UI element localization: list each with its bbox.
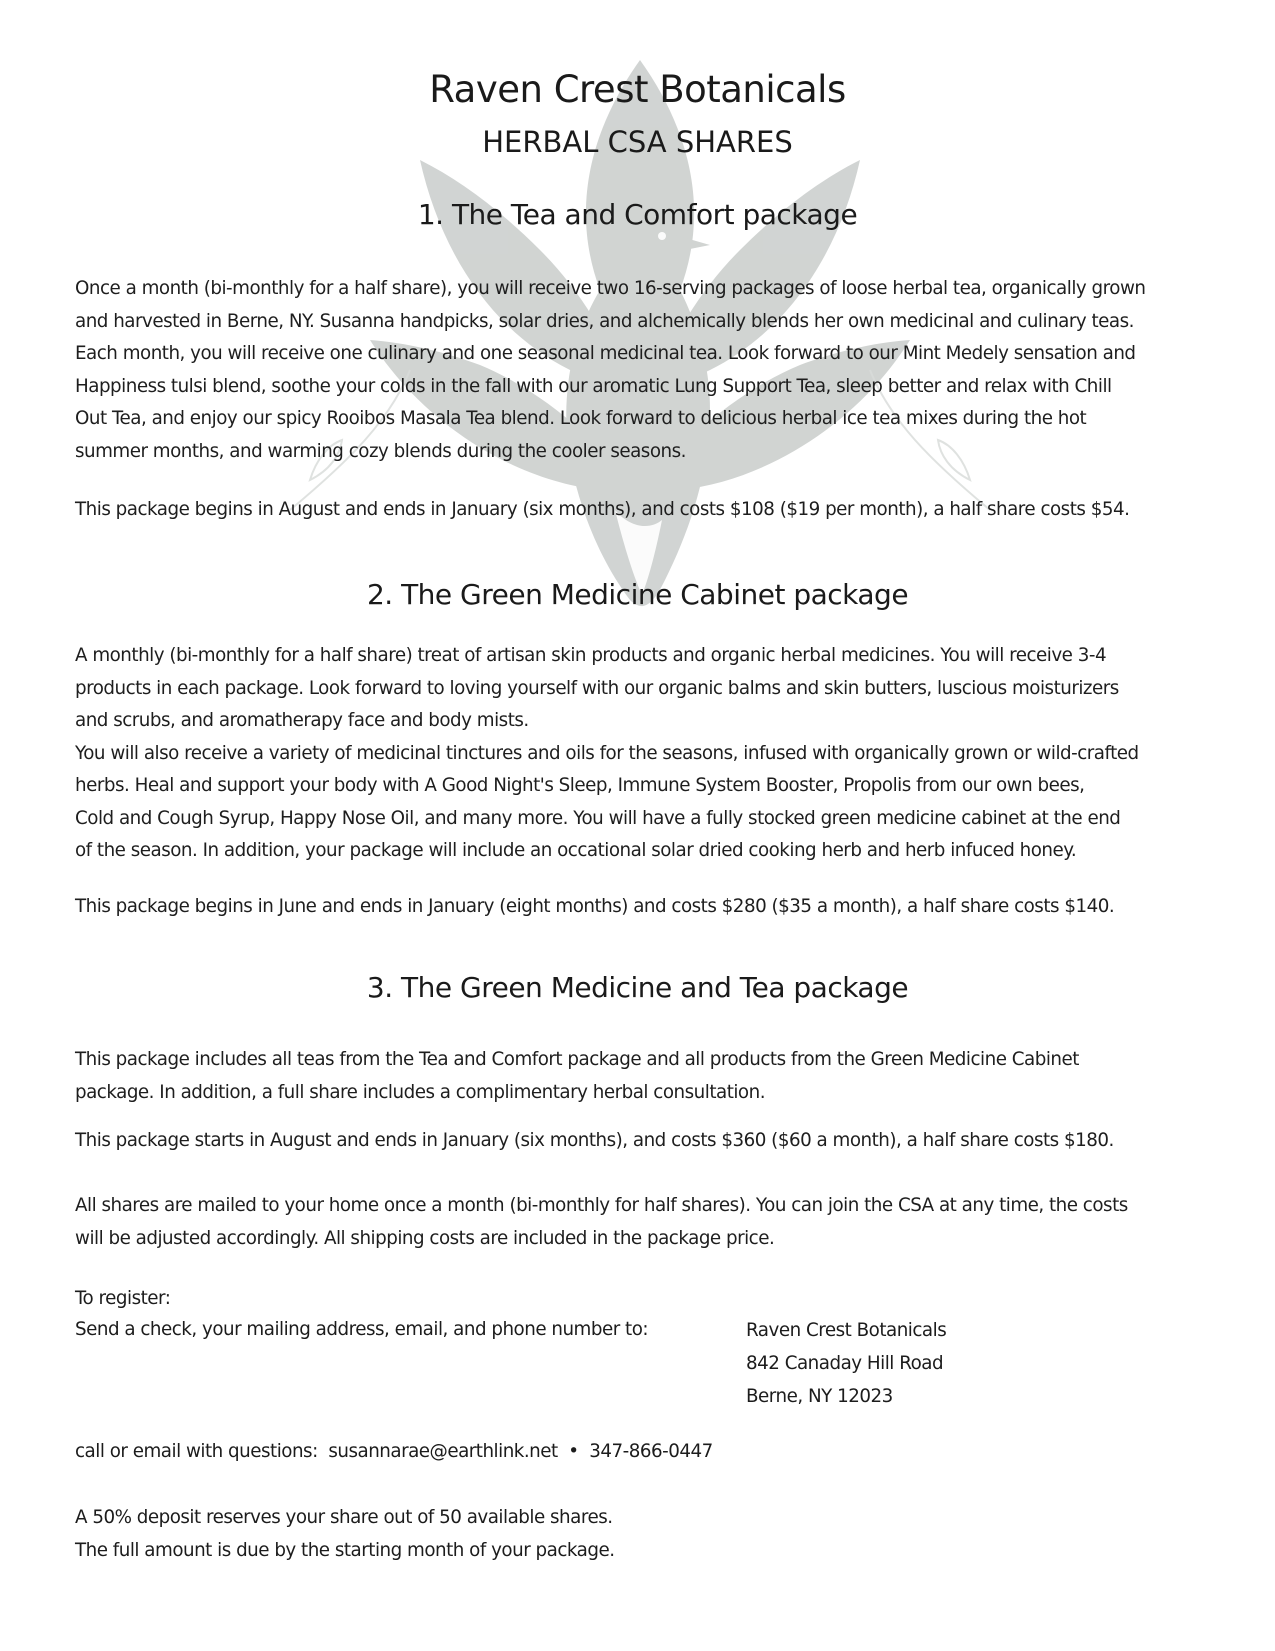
section-3-body (75, 1044, 1205, 1109)
contact-phone[interactable]: 347-866-0447 (589, 1441, 713, 1462)
section-1-body (75, 273, 1205, 468)
page-subtitle: HERBAL CSA SHARES (482, 125, 793, 159)
body-line: package. In addition, a full share includes a complimentary herbal consultation. (75, 1081, 766, 1103)
section-2-pricing (75, 891, 1205, 924)
body-line: will be adjusted accordingly. All shipping costs are included in the package price. (75, 1227, 775, 1249)
body-line: summer months, and warming cozy blends during the cooler seasons. (75, 440, 686, 462)
contact-line (75, 1436, 713, 1469)
body-line: products in each package. Look forward to loving yourself with our organic balms and skin butters, luscious moisturizers (75, 677, 1119, 699)
contact-prefix: call or email with questions: (75, 1441, 329, 1462)
body-line: This package includes all teas from the Tea and Comfort package and all products from the Green Medicine Cabinet (75, 1049, 1079, 1070)
address-line: 842 Canaday Hill Road (746, 1353, 944, 1374)
address-line: Berne, NY 12023 (746, 1386, 893, 1407)
deposit-line: The full amount is due by the starting month of your package. (75, 1539, 615, 1561)
body-line: All shares are mailed to your home once a month (bi-monthly for half shares). You can join the CSA at any time, the costs (75, 1195, 1128, 1216)
body-line: and scrubs, and aromatherapy face and body mists. (75, 710, 529, 731)
section-1-pricing (75, 494, 1205, 527)
register-instruction: Send a check, your mailing address, email, and phone number to: (75, 1319, 649, 1340)
body-line: Cold and Cough Syrup, Happy Nose Oil, and many more. You will have a fully stocked green medicine cabinet at the end (75, 807, 1121, 829)
pricing-line: This package begins in June and ends in January (eight months) and costs $280 ($35 a month), a half share costs $140. (75, 896, 1115, 917)
pricing-line: This package begins in August and ends in January (six months), and costs $108 ($19 per month), a half share costs $54. (75, 499, 1130, 520)
body-line: and harvested in Berne, NY. Susanna handpicks, solar dries, and alchemically blends her own medicinal and culinary teas. (75, 310, 1134, 332)
section-3-pricing (75, 1125, 1205, 1158)
section-2-heading: 2. The Green Medicine Cabinet package (366, 578, 909, 611)
section-2-body (75, 640, 1205, 868)
contact-separator: • (557, 1441, 590, 1462)
body-line: Once a month (bi-monthly for a half share), you will receive two 16-serving packages of loose herbal tea, organically grown (75, 278, 1146, 299)
page-title: Raven Crest Botanicals (429, 68, 846, 111)
body-line: You will also receive a variety of medicinal tinctures and oils for the seasons, infused with organically grown or wild-crafted (75, 742, 1139, 764)
register-label: To register: (75, 1288, 171, 1309)
body-line: of the season. In addition, your package will include an occational solar dried cooking herb and herb infuced honey. (75, 840, 1077, 861)
section-1-heading: 1. The Tea and Comfort package (417, 198, 858, 231)
deposit-info (75, 1502, 615, 1567)
shipping-info (75, 1190, 1205, 1255)
contact-email[interactable]: susannarae@earthlink.net (328, 1441, 558, 1462)
body-line: Out Tea, and enjoy our spicy Rooibos Masala Tea blend. Look forward to delicious herbal ice tea mixes during the hot (75, 408, 1087, 429)
mailing-address (746, 1314, 946, 1413)
body-line: Happiness tulsi blend, soothe your colds in the fall with our aromatic Lung Support Tea, sleep better and relax with Chill (75, 375, 1112, 397)
body-line: herbs. Heal and support your body with A Good Night's Sleep, Immune System Booster, Propolis from our own bees, (75, 775, 1085, 796)
section-3-heading: 3. The Green Medicine and Tea package (366, 971, 909, 1004)
body-line: A monthly (bi-monthly for a half share) treat of artisan skin products and organic herbal medicines. You will receive 3-4 (75, 645, 1107, 666)
address-line: Raven Crest Botanicals (746, 1320, 947, 1341)
pricing-line: This package starts in August and ends in January (six months), and costs $360 ($60 a month), a half share costs $180. (75, 1130, 1114, 1151)
deposit-line: A 50% deposit reserves your share out of 50 available shares. (75, 1507, 613, 1528)
body-line: Each month, you will receive one culinary and one seasonal medicinal tea. Look forward to our Mint Medely sensation and (75, 343, 1136, 364)
